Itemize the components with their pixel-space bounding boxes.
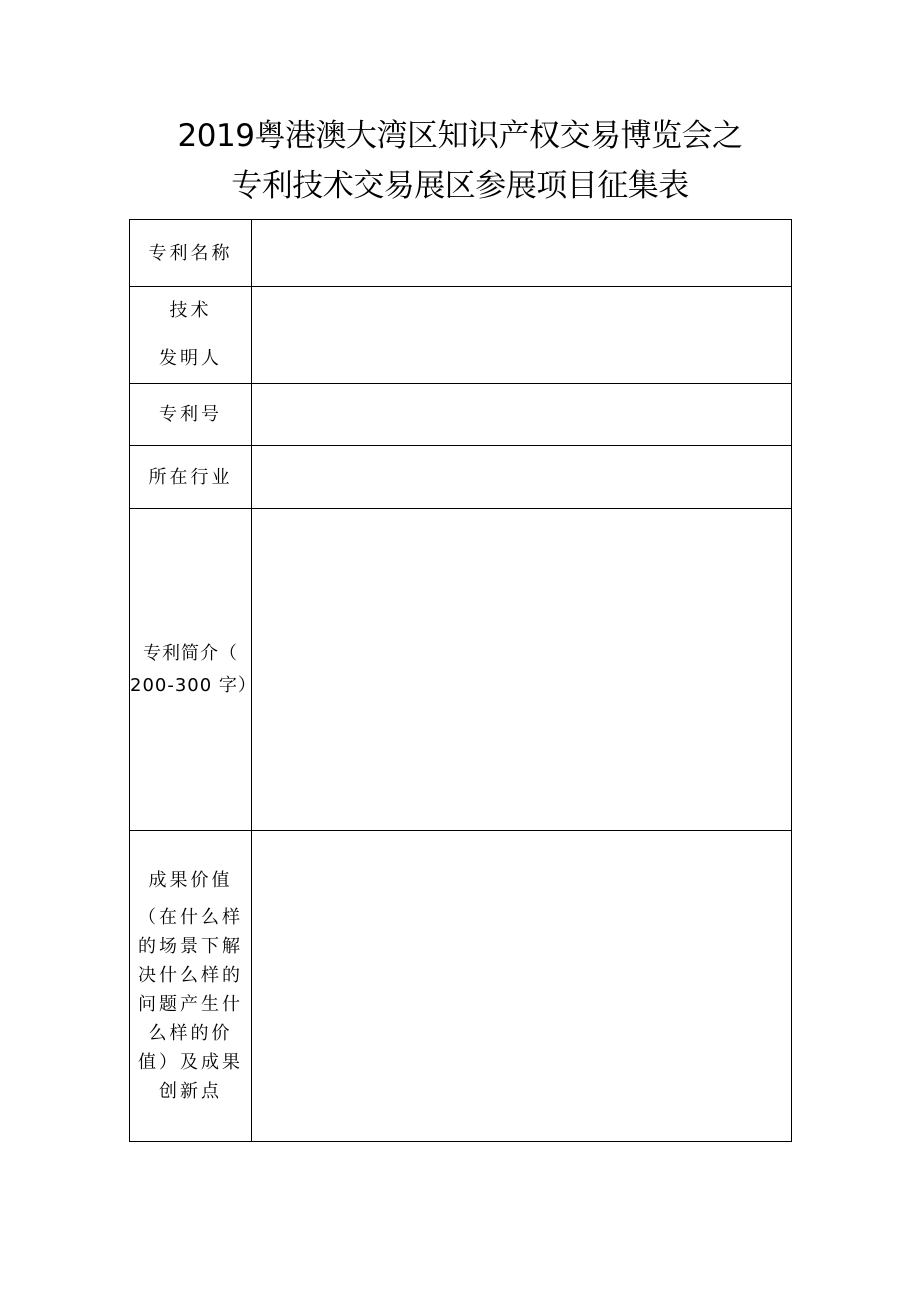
inventor-label-line1: 技术 xyxy=(169,300,212,321)
table-row xyxy=(130,509,792,831)
achievement-label-line: 成果价值 xyxy=(148,870,233,891)
achievement-label-line: 问题产生什 xyxy=(138,994,243,1015)
industry-label: 所在行业 xyxy=(130,446,252,509)
achievement-value-field[interactable] xyxy=(252,831,792,1142)
achievement-label-line: 的场景下解 xyxy=(138,936,243,957)
summary-field[interactable] xyxy=(252,509,792,831)
achievement-label-line: （在什么样 xyxy=(138,907,243,928)
project-collection-form xyxy=(129,219,792,1142)
achievement-label-line: 值）及成果 xyxy=(138,1052,243,1073)
summary-label-line1: 专利简介（ xyxy=(143,642,238,664)
inventor-field[interactable] xyxy=(252,287,792,384)
table-row xyxy=(130,220,792,287)
inventor-label xyxy=(130,287,252,384)
achievement-label-line: 么样的价 xyxy=(148,1023,233,1044)
industry-field[interactable] xyxy=(252,446,792,509)
patent-number-label: 专利号 xyxy=(130,384,252,446)
achievement-label-line: 创新点 xyxy=(159,1081,222,1102)
table-row xyxy=(130,446,792,509)
achievement-label-line: 决什么样的 xyxy=(138,965,243,986)
patent-number-field[interactable] xyxy=(252,384,792,446)
table-row xyxy=(130,384,792,446)
summary-label xyxy=(130,509,257,831)
form-title-line2: 专利技术交易展区参展项目征集表 xyxy=(231,168,689,204)
inventor-label-line2: 发明人 xyxy=(159,348,222,369)
patent-name-label: 专利名称 xyxy=(130,220,252,287)
summary-label-line2: 200-300 字） xyxy=(130,674,257,696)
table-row xyxy=(130,831,792,1142)
form-title-line1: 2019粤港澳大湾区知识产权交易博览会之 xyxy=(177,118,743,154)
table-row xyxy=(130,287,792,384)
achievement-value-label xyxy=(130,831,252,1142)
patent-name-field[interactable] xyxy=(252,220,792,287)
